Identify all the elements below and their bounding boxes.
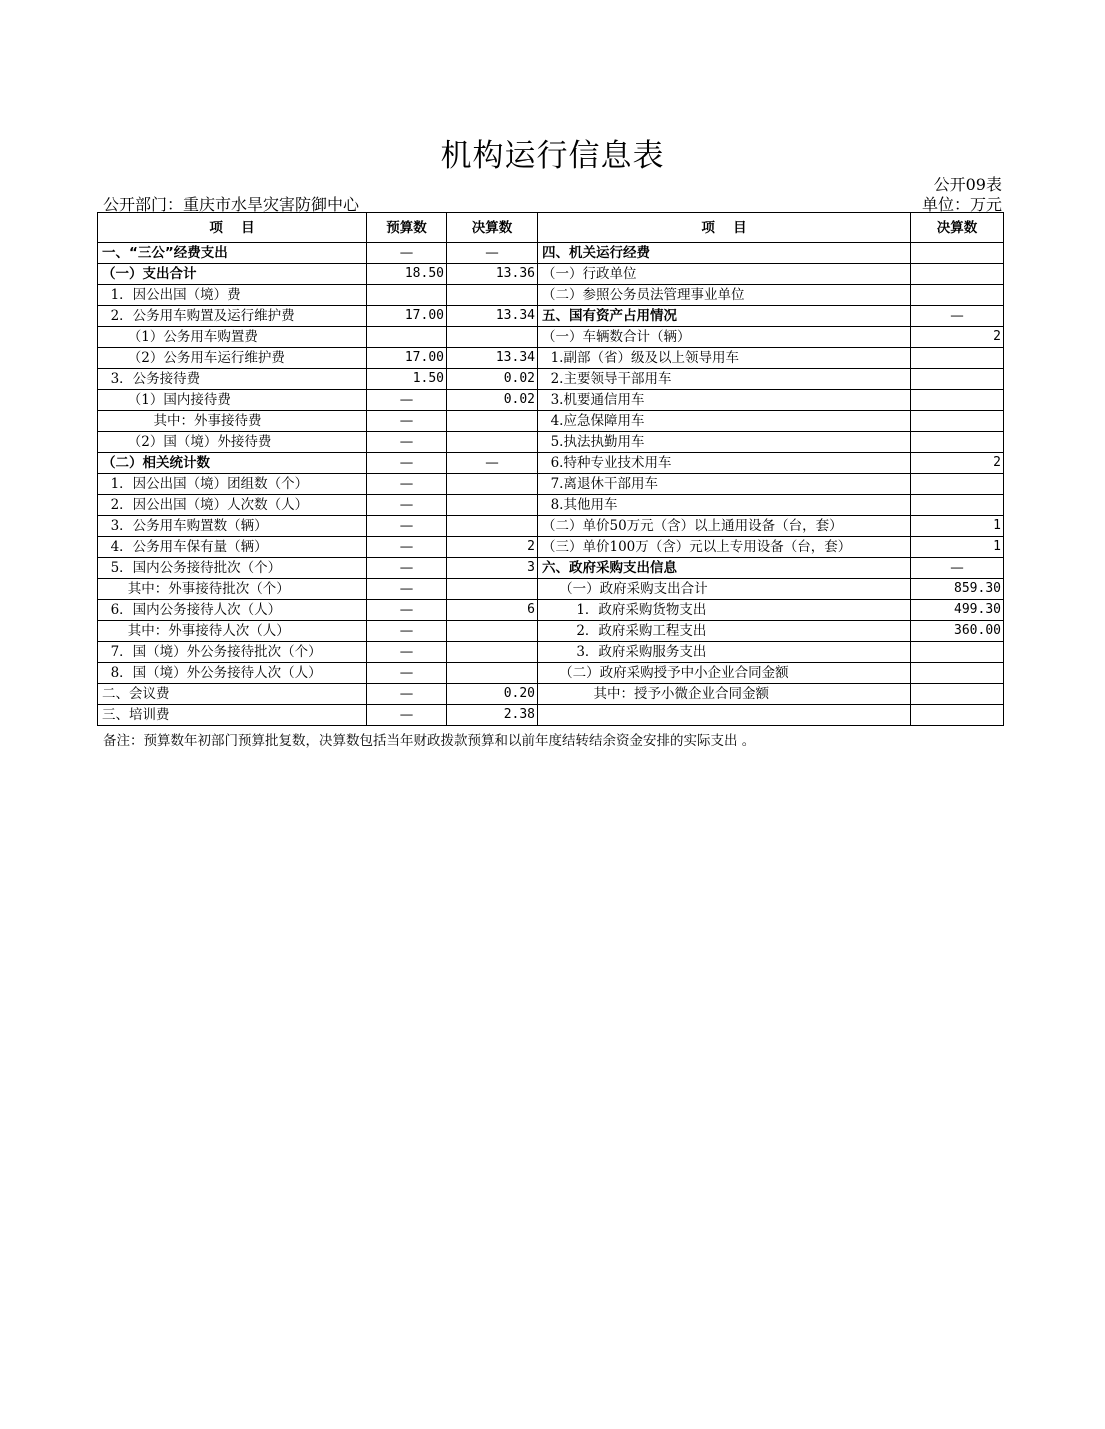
right-item: 2．政府采购工程支出 bbox=[538, 621, 911, 642]
right-item: 4.应急保障用车 bbox=[538, 411, 911, 432]
right-final-value: — bbox=[911, 558, 1004, 579]
left-item: （一）支出合计 bbox=[98, 264, 367, 285]
header-item-left: 项 目 bbox=[98, 213, 367, 243]
final-value: — bbox=[447, 453, 538, 474]
right-final-value bbox=[911, 348, 1004, 369]
budget-value: — bbox=[367, 516, 447, 537]
right-item: 其中：授予小微企业合同金额 bbox=[538, 684, 911, 705]
left-item: 3．公务用车购置数（辆） bbox=[98, 516, 367, 537]
left-item: 2．因公出国（境）人次数（人） bbox=[98, 495, 367, 516]
budget-value: — bbox=[367, 621, 447, 642]
final-value bbox=[447, 327, 538, 348]
final-value bbox=[447, 516, 538, 537]
table-row bbox=[98, 306, 1004, 327]
budget-value: — bbox=[367, 495, 447, 516]
table-row bbox=[98, 642, 1004, 663]
right-final-value bbox=[911, 390, 1004, 411]
right-item: （二）政府采购授予中小企业合同金额 bbox=[538, 663, 911, 684]
table-row bbox=[98, 600, 1004, 621]
table-row bbox=[98, 453, 1004, 474]
form-code: 公开09表 bbox=[933, 175, 1002, 194]
left-item: （1）公务用车购置费 bbox=[98, 327, 367, 348]
budget-value: — bbox=[367, 600, 447, 621]
table-row bbox=[98, 579, 1004, 600]
right-final-value bbox=[911, 264, 1004, 285]
table-row bbox=[98, 243, 1004, 264]
budget-value: — bbox=[367, 663, 447, 684]
table-row bbox=[98, 369, 1004, 390]
final-value bbox=[447, 642, 538, 663]
table-row bbox=[98, 348, 1004, 369]
right-item: （一）政府采购支出合计 bbox=[538, 579, 911, 600]
budget-value: 18.50 bbox=[367, 264, 447, 285]
left-item: 3．公务接待费 bbox=[98, 369, 367, 390]
right-item: 1.副部（省）级及以上领导用车 bbox=[538, 348, 911, 369]
unit-label: 单位：万元 bbox=[921, 195, 1002, 214]
right-final-value bbox=[911, 474, 1004, 495]
final-value bbox=[447, 411, 538, 432]
right-item: 1．政府采购货物支出 bbox=[538, 600, 911, 621]
table-row bbox=[98, 411, 1004, 432]
right-final-value bbox=[911, 285, 1004, 306]
header-item-right: 项 目 bbox=[538, 213, 911, 243]
right-item: 四、机关运行经费 bbox=[538, 243, 911, 264]
left-item: 8．国（境）外公务接待人次（人） bbox=[98, 663, 367, 684]
right-item: 五、国有资产占用情况 bbox=[538, 306, 911, 327]
right-final-value: 1 bbox=[911, 516, 1004, 537]
header-final-right: 决算数 bbox=[911, 213, 1004, 243]
right-item: 5.执法执勤用车 bbox=[538, 432, 911, 453]
table-row bbox=[98, 285, 1004, 306]
left-item: （1）国内接待费 bbox=[98, 390, 367, 411]
budget-value: 17.00 bbox=[367, 348, 447, 369]
left-item: 6．国内公务接待人次（人） bbox=[98, 600, 367, 621]
right-item: 六、政府采购支出信息 bbox=[538, 558, 911, 579]
left-item: 4．公务用车保有量（辆） bbox=[98, 537, 367, 558]
right-item: （二）参照公务员法管理事业单位 bbox=[538, 285, 911, 306]
page-title: 机构运行信息表 bbox=[440, 138, 665, 174]
budget-value: — bbox=[367, 579, 447, 600]
final-value: 6 bbox=[447, 600, 538, 621]
table-row bbox=[98, 495, 1004, 516]
left-item: （二）相关统计数 bbox=[98, 453, 367, 474]
budget-value: — bbox=[367, 411, 447, 432]
header-final-left: 决算数 bbox=[447, 213, 538, 243]
right-item bbox=[538, 705, 911, 726]
final-value: 3 bbox=[447, 558, 538, 579]
budget-value bbox=[367, 327, 447, 348]
table-row bbox=[98, 327, 1004, 348]
left-item: 其中：外事接待批次（个） bbox=[98, 579, 367, 600]
budget-value: — bbox=[367, 243, 447, 264]
right-final-value bbox=[911, 705, 1004, 726]
budget-value bbox=[367, 285, 447, 306]
right-final-value bbox=[911, 369, 1004, 390]
right-final-value bbox=[911, 684, 1004, 705]
right-final-value bbox=[911, 243, 1004, 264]
left-item: 其中：外事接待费 bbox=[98, 411, 367, 432]
final-value bbox=[447, 663, 538, 684]
final-value: 0.02 bbox=[447, 390, 538, 411]
table-header-row bbox=[98, 213, 1004, 243]
right-item: （二）单价50万元（含）以上通用设备（台，套） bbox=[538, 516, 911, 537]
final-value: 13.36 bbox=[447, 264, 538, 285]
right-final-value bbox=[911, 663, 1004, 684]
right-final-value: — bbox=[911, 306, 1004, 327]
budget-value: — bbox=[367, 705, 447, 726]
left-item: 二、会议费 bbox=[98, 684, 367, 705]
left-item: 其中：外事接待人次（人） bbox=[98, 621, 367, 642]
left-item: 一、“三公”经费支出 bbox=[98, 243, 367, 264]
table-row bbox=[98, 558, 1004, 579]
table-row bbox=[98, 516, 1004, 537]
right-item: 2.主要领导干部用车 bbox=[538, 369, 911, 390]
budget-value: 1.50 bbox=[367, 369, 447, 390]
right-final-value bbox=[911, 411, 1004, 432]
left-item: 7．国（境）外公务接待批次（个） bbox=[98, 642, 367, 663]
final-value bbox=[447, 432, 538, 453]
right-final-value bbox=[911, 495, 1004, 516]
budget-value: — bbox=[367, 432, 447, 453]
final-value bbox=[447, 621, 538, 642]
budget-value: — bbox=[367, 474, 447, 495]
budget-value: — bbox=[367, 537, 447, 558]
left-item: 1．因公出国（境）费 bbox=[98, 285, 367, 306]
budget-value: — bbox=[367, 558, 447, 579]
final-value: 0.02 bbox=[447, 369, 538, 390]
table-row bbox=[98, 474, 1004, 495]
footnote: 备注：预算数年初部门预算批复数，决算数包括当年财政拨款预算和以前年度结转结余资金安排的实际支出 。 bbox=[103, 733, 756, 749]
final-value bbox=[447, 495, 538, 516]
final-value: 0.20 bbox=[447, 684, 538, 705]
final-value bbox=[447, 285, 538, 306]
table-body bbox=[98, 243, 1004, 726]
header-budget: 预算数 bbox=[367, 213, 447, 243]
right-final-value: 360.00 bbox=[911, 621, 1004, 642]
left-item: 2．公务用车购置及运行维护费 bbox=[98, 306, 367, 327]
table-row bbox=[98, 390, 1004, 411]
final-value: — bbox=[447, 243, 538, 264]
budget-value: 17.00 bbox=[367, 306, 447, 327]
right-item: 8.其他用车 bbox=[538, 495, 911, 516]
right-final-value: 1 bbox=[911, 537, 1004, 558]
table-row bbox=[98, 537, 1004, 558]
final-value bbox=[447, 579, 538, 600]
right-final-value bbox=[911, 642, 1004, 663]
final-value: 2 bbox=[447, 537, 538, 558]
department-label: 公开部门：重庆市水旱灾害防御中心 bbox=[103, 195, 360, 214]
right-item: 6.特种专业技术用车 bbox=[538, 453, 911, 474]
left-item: （2）公务用车运行维护费 bbox=[98, 348, 367, 369]
table-row bbox=[98, 684, 1004, 705]
right-final-value: 499.30 bbox=[911, 600, 1004, 621]
right-item: 3.机要通信用车 bbox=[538, 390, 911, 411]
right-item: 7.离退休干部用车 bbox=[538, 474, 911, 495]
info-table bbox=[97, 212, 1004, 726]
right-item: （一）车辆数合计（辆） bbox=[538, 327, 911, 348]
right-final-value bbox=[911, 432, 1004, 453]
left-item: 三、培训费 bbox=[98, 705, 367, 726]
left-item: 1．因公出国（境）团组数（个） bbox=[98, 474, 367, 495]
right-final-value: 2 bbox=[911, 327, 1004, 348]
left-item: 5．国内公务接待批次（个） bbox=[98, 558, 367, 579]
table-row bbox=[98, 621, 1004, 642]
final-value: 2.38 bbox=[447, 705, 538, 726]
right-item: （三）单价100万（含）元以上专用设备（台，套） bbox=[538, 537, 911, 558]
left-item: （2）国（境）外接待费 bbox=[98, 432, 367, 453]
final-value: 13.34 bbox=[447, 306, 538, 327]
table-row bbox=[98, 705, 1004, 726]
budget-value: — bbox=[367, 390, 447, 411]
budget-value: — bbox=[367, 453, 447, 474]
final-value: 13.34 bbox=[447, 348, 538, 369]
table-row bbox=[98, 264, 1004, 285]
final-value bbox=[447, 474, 538, 495]
right-item: （一）行政单位 bbox=[538, 264, 911, 285]
right-final-value: 859.30 bbox=[911, 579, 1004, 600]
table-row bbox=[98, 663, 1004, 684]
budget-value: — bbox=[367, 642, 447, 663]
table-row bbox=[98, 432, 1004, 453]
right-item: 3．政府采购服务支出 bbox=[538, 642, 911, 663]
right-final-value: 2 bbox=[911, 453, 1004, 474]
budget-value: — bbox=[367, 684, 447, 705]
